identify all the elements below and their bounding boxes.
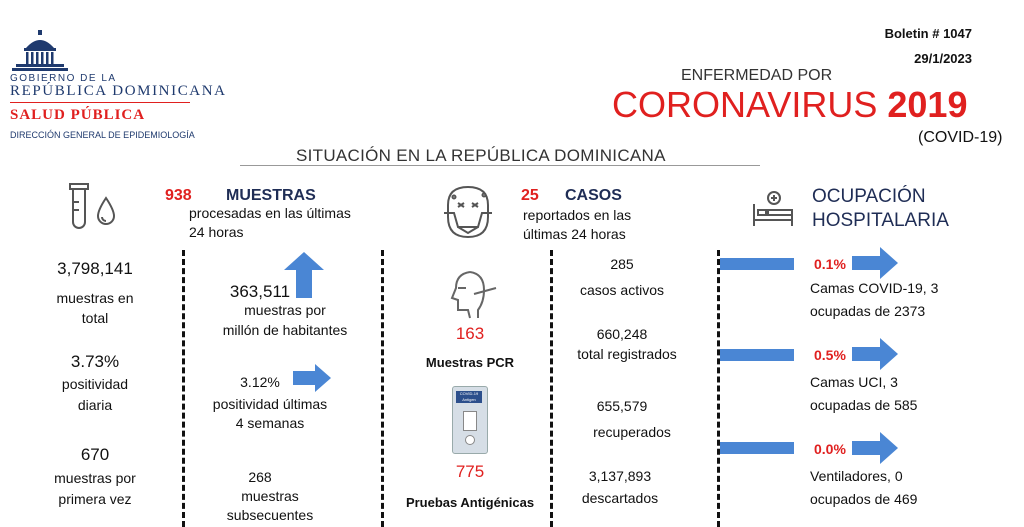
situacion-underline — [240, 165, 760, 166]
ocupacion-heading-2: HOSPITALARIA — [812, 210, 949, 231]
pcr-value: 163 — [455, 324, 485, 343]
gov-line2: REPÚBLICA DOMINICANA — [10, 83, 227, 99]
total-value: 3,798,141 — [57, 259, 133, 278]
sick-face-icon — [440, 183, 496, 241]
subsec-label-2: subsecuentes — [226, 507, 314, 523]
kit-window — [463, 411, 477, 431]
gov-line1: GOBIERNO DE LA — [10, 73, 117, 84]
subsec-value: 268 — [248, 469, 272, 485]
covid-beds-label-1: Camas COVID-19, 3 — [810, 280, 939, 296]
divider-2 — [381, 250, 384, 527]
primera-value: 670 — [80, 445, 110, 464]
ventiladores-label-1: Ventiladores, 0 — [810, 468, 903, 484]
casos-count: 25 — [521, 187, 539, 204]
enfermedad-label: ENFERMEDAD POR — [681, 67, 833, 84]
uci-beds-label-1: Camas UCI, 3 — [810, 374, 898, 390]
divider-1 — [182, 250, 185, 527]
divider-4 — [717, 250, 720, 527]
covid-label: (COVID-19) — [918, 129, 1003, 146]
total-label-2: total — [81, 310, 109, 326]
ventiladores-arrow-icon — [852, 432, 898, 464]
recuperados-value: 655,579 — [596, 398, 648, 414]
recuperados-label: recuperados — [593, 424, 671, 440]
registrados-value: 660,248 — [596, 326, 648, 342]
millon-value: 363,511 — [229, 282, 291, 301]
ocupacion-heading-1: OCUPACIÓN — [812, 186, 926, 207]
pos4-value: 3.12% — [240, 374, 280, 390]
ventiladores-pct: 0.0% — [814, 441, 846, 457]
covid-beds-pct: 0.1% — [814, 256, 846, 272]
pcr-label: Muestras PCR — [425, 355, 515, 370]
activos-label: casos activos — [579, 282, 665, 298]
kit-well — [465, 435, 475, 445]
nasal-swab-icon — [444, 270, 500, 320]
pos4-label-1: positividad últimas — [212, 396, 328, 412]
kit-label: COVID-19 Antigen — [456, 391, 482, 403]
uci-beds-arrow-icon — [852, 338, 898, 370]
hospital-bed-icon — [752, 190, 794, 228]
covid-beds-arrow-icon — [852, 247, 898, 279]
total-label-1: muestras en — [56, 290, 134, 306]
activos-value: 285 — [610, 256, 634, 272]
registrados-label: total registrados — [577, 346, 677, 362]
covid-beds-label-2: ocupadas de 2373 — [810, 303, 926, 319]
antigen-label: Pruebas Antigénicas — [405, 495, 535, 510]
muestras-heading: MUESTRAS — [226, 187, 316, 204]
capitol-logo-icon — [12, 30, 68, 72]
muestras-count: 938 — [165, 187, 192, 204]
positividad-label-1: positividad — [61, 376, 129, 392]
right-arrow-icon — [293, 364, 331, 392]
pos4-label-2: 4 semanas — [235, 415, 305, 431]
coronavirus-year: 2019 — [887, 84, 968, 125]
test-tube-drop-icon — [68, 182, 122, 232]
boletin-number: Boletin # 1047 — [884, 26, 972, 41]
antigen-test-kit-icon — [452, 386, 488, 454]
primera-label-2: primera vez — [58, 491, 132, 507]
ventiladores-bar — [720, 442, 794, 454]
positividad-value: 3.73% — [70, 352, 120, 371]
millon-label-2: millón de habitantes — [222, 322, 348, 338]
descartados-value: 3,137,893 — [588, 468, 652, 484]
coronavirus-title — [612, 84, 967, 126]
muestras-sub1: procesadas en las últimas — [189, 205, 351, 221]
muestras-sub2: 24 horas — [189, 224, 244, 240]
uci-beds-pct: 0.5% — [814, 347, 846, 363]
salud-publica-label: SALUD PÚBLICA — [10, 107, 146, 123]
uci-beds-bar — [720, 349, 794, 361]
covid-beds-bar — [720, 258, 794, 270]
situacion-heading: SITUACIÓN EN LA REPÚBLICA DOMINICANA — [296, 146, 666, 165]
coronavirus-word: CORONAVIRUS — [612, 84, 878, 125]
antigen-value: 775 — [455, 462, 485, 481]
boletin-date: 29/1/2023 — [914, 51, 972, 66]
casos-sub1: reportados en las — [523, 207, 632, 223]
direccion-label: DIRECCIÓN GENERAL DE EPIDEMIOLOGÍA — [10, 130, 195, 140]
logo-divider — [10, 102, 190, 103]
subsec-label-1: muestras — [241, 488, 299, 504]
millon-label-1: muestras por — [244, 302, 326, 318]
primera-label-1: muestras por — [54, 470, 136, 486]
descartados-label: descartados — [581, 490, 659, 506]
ventiladores-label-2: ocupados de 469 — [810, 491, 918, 507]
positividad-label-2: diaria — [77, 397, 113, 413]
uci-beds-label-2: ocupadas de 585 — [810, 397, 918, 413]
casos-sub2: últimas 24 horas — [523, 226, 626, 242]
casos-heading: CASOS — [565, 187, 622, 204]
